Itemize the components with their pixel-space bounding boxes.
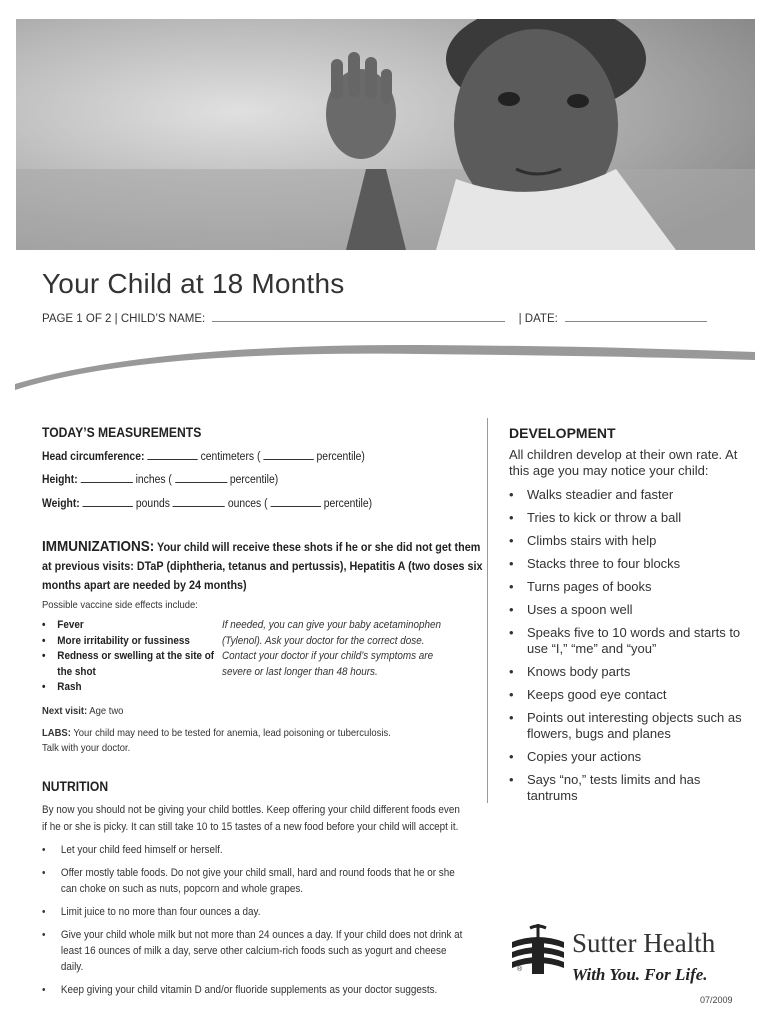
list-item: • Speaks five to 10 words and starts to use “I,” “me” and “you” <box>509 625 749 657</box>
cm-unit: centimeters <box>200 451 255 463</box>
list-item: • Offer mostly table foods. Do not give your child small, hard and round foods that he or she can choke on such as nuts, popcorn and whole grapes. <box>42 865 470 897</box>
child-photo <box>16 19 755 250</box>
height-inches-field[interactable] <box>81 473 133 483</box>
registered-mark: ® <box>517 966 523 973</box>
page-indicator: PAGE 1 OF 2 <box>42 313 112 325</box>
list-item: • Let your child feed himself or herself. <box>42 842 470 858</box>
ounces-unit: ounces <box>227 498 262 510</box>
next-visit <box>42 705 123 717</box>
list-item: • Stacks three to four blocks <box>509 556 749 572</box>
head-label: Head circumference: <box>42 451 145 463</box>
side-effects-label: Possible vaccine side effects include: <box>42 599 198 611</box>
nutrition-heading: NUTRITION <box>42 779 109 794</box>
labs-text-2: Talk with your doctor. <box>42 742 131 754</box>
page-title: Your Child at 18 Months <box>42 268 345 299</box>
weight-percentile-field[interactable] <box>270 497 320 507</box>
percentile-unit: percentile) <box>323 498 373 510</box>
percentile-unit: percentile) <box>229 474 279 486</box>
head-circumference-row: Head circumference: centimeters ( percentile) <box>42 451 365 463</box>
measurements-heading: TODAY’S MEASUREMENTS <box>42 425 202 440</box>
next-visit-label: Next visit: <box>42 705 88 717</box>
immunizations-block <box>42 537 492 595</box>
list-item: • Uses a spoon well <box>509 602 749 618</box>
next-visit-value: Age two <box>89 705 124 717</box>
development-list <box>509 487 749 811</box>
revision-date: 07/2009 <box>700 995 733 1005</box>
side-effects-note: If needed, you can give your baby acetaminophen (Tylenol). Ask your doctor for the correct dose. Contact your doctor if your child’s symptoms are severe or last longer than 48 hours. <box>222 619 442 678</box>
date-field[interactable] <box>565 311 707 322</box>
brand-tagline: With You. For Life. <box>572 965 708 984</box>
height-percentile-field[interactable] <box>175 473 227 483</box>
labs-note <box>42 726 465 756</box>
weight-label: Weight: <box>42 498 80 510</box>
head-percentile-field[interactable] <box>263 450 313 460</box>
list-item: • Says “no,” tests limits and has tantrums <box>509 772 749 804</box>
immunizations-text: Your child will receive these shots if he or she did not get them at previous visits: DTaP (diphtheria, tetanus and pertussis), Hepatitis A (two doses six months apart are needed by 24 months) <box>42 540 483 592</box>
head-cm-field[interactable] <box>147 450 197 460</box>
labs-text: Your child may need to be tested for anemia, lead poisoning or tuberculosis. <box>73 727 391 739</box>
percentile-unit: percentile) <box>316 451 365 463</box>
height-label: Height: <box>42 474 78 486</box>
childs-name-field[interactable] <box>212 311 505 322</box>
list-item: • Give your child whole milk but not more than 24 ounces a day. If your child does not drink at least 16 ounces of milk a day, serve other calcium-rich foods such as yogurt and cheese daily. <box>42 927 470 975</box>
list-item: • Knows body parts <box>509 664 749 680</box>
list-item: • Turns pages of books <box>509 579 749 595</box>
header-subline: PAGE 1 OF 2 | CHILD’S NAME: | DATE: <box>42 311 707 325</box>
list-item: • Limit juice to no more than four ounces a day. <box>42 904 470 920</box>
height-row: Height: inches ( percentile) <box>42 474 279 486</box>
immunizations-heading: IMMUNIZATIONS: <box>42 538 155 555</box>
list-item: • Fever <box>42 618 222 634</box>
weight-pounds-field[interactable] <box>83 497 133 507</box>
weight-ounces-field[interactable] <box>173 497 225 507</box>
list-item: • Tries to kick or throw a ball <box>509 510 749 526</box>
header-swoosh <box>0 332 770 392</box>
nutrition-intro: By now you should not be giving your child bottles. Keep offering your child different foods even if he or she is picky. It can still take 10 to 15 tastes of a new food before your child will accept it. <box>42 804 460 833</box>
list-item: • Copies your actions <box>509 749 749 765</box>
inches-unit: inches <box>135 474 166 486</box>
list-item: • More irritability or fussiness <box>42 634 222 650</box>
list-item: • Rash <box>42 680 222 696</box>
list-item: • Points out interesting objects such as flowers, bugs and planes <box>509 710 749 742</box>
column-divider <box>487 418 488 803</box>
weight-row: Weight: pounds ounces ( percentile) <box>42 498 373 510</box>
labs-label: LABS: <box>42 727 71 739</box>
list-item: • Keeps good eye contact <box>509 687 749 703</box>
development-heading: DEVELOPMENT <box>509 425 616 441</box>
nutrition-list <box>42 842 470 1005</box>
date-label: DATE: <box>524 313 558 325</box>
development-intro: All children develop at their own rate. At this age you may notice your child: <box>509 447 738 478</box>
list-item: • Redness or swelling at the site of the shot <box>42 649 222 680</box>
list-item: • Keep giving your child vitamin D and/or fluoride supplements as your doctor suggests. <box>42 982 470 998</box>
brand-name: Sutter Health <box>572 928 716 958</box>
list-item: • Walks steadier and faster <box>509 487 749 503</box>
pounds-unit: pounds <box>135 498 170 510</box>
side-effects-list <box>42 618 222 696</box>
list-item: • Climbs stairs with help <box>509 533 749 549</box>
childs-name-label: CHILD’S NAME: <box>120 313 206 325</box>
